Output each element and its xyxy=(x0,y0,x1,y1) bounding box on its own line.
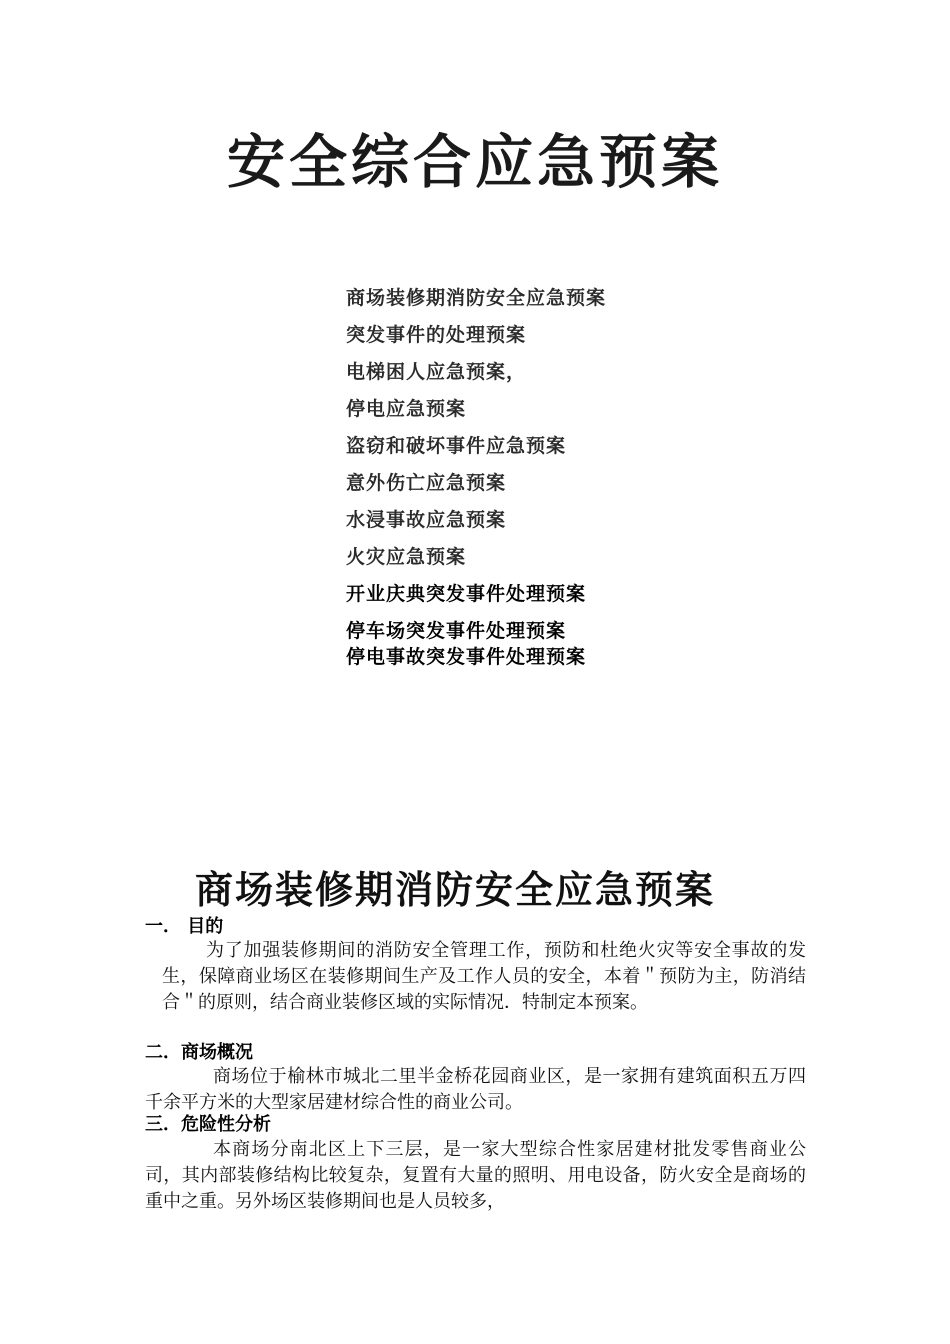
toc-item: 突发事件的处理预案 xyxy=(346,324,527,346)
toc-item: 停电事故突发事件处理预案 xyxy=(346,646,587,668)
toc-item: 商场装修期消防安全应急预案 xyxy=(346,287,607,309)
toc-item: 火灾应急预案 xyxy=(346,546,467,568)
toc-item: 电梯困人应急预案， xyxy=(346,361,527,383)
section-heading-risk: 三．危险性分析 xyxy=(145,1114,271,1135)
section-heading-purpose: 一． 目的 xyxy=(145,916,224,937)
section-title: 商场装修期消防安全应急预案 xyxy=(194,867,715,912)
toc-item: 开业庆典突发事件处理预案 xyxy=(346,583,587,605)
toc-item: 停电应急预案 xyxy=(346,398,467,420)
section-paragraph-purpose: 为了加强装修期间的消防安全管理工作，预防和杜绝火灾等安全事故的发生，保障商业场区在装修期间生产及工作人员的安全，本着＂预防为主，防消结合＂的原则，结合商业装修区域的实际情况．特制定本预案。 xyxy=(162,940,806,1013)
section-paragraph-risk: 本商场分南北区上下三层，是一家大型综合性家居建材批发零售商业公司，其内部装修结构比较复杂，复置有大量的照明、用电设备，防火安全是商场的重中之重。另外场区装修期间也是人员较多， xyxy=(145,1139,806,1212)
table-of-contents xyxy=(346,283,606,679)
section-heading-overview: 二．商场概况 xyxy=(145,1042,253,1063)
toc-item: 水浸事故应急预案 xyxy=(346,509,507,531)
toc-item: 停车场突发事件处理预案 xyxy=(346,620,567,642)
toc-item: 意外伤亡应急预案 xyxy=(346,472,507,494)
section-paragraph-overview: 商场位于榆林市城北二里半金桥花园商业区，是一家拥有建筑面积五万四千余平方米的大型家居建材综合性的商业公司。 xyxy=(145,1066,806,1113)
toc-item: 盗窃和破坏事件应急预案 xyxy=(346,435,567,457)
document-title: 安全综合应急预案 xyxy=(226,128,723,196)
